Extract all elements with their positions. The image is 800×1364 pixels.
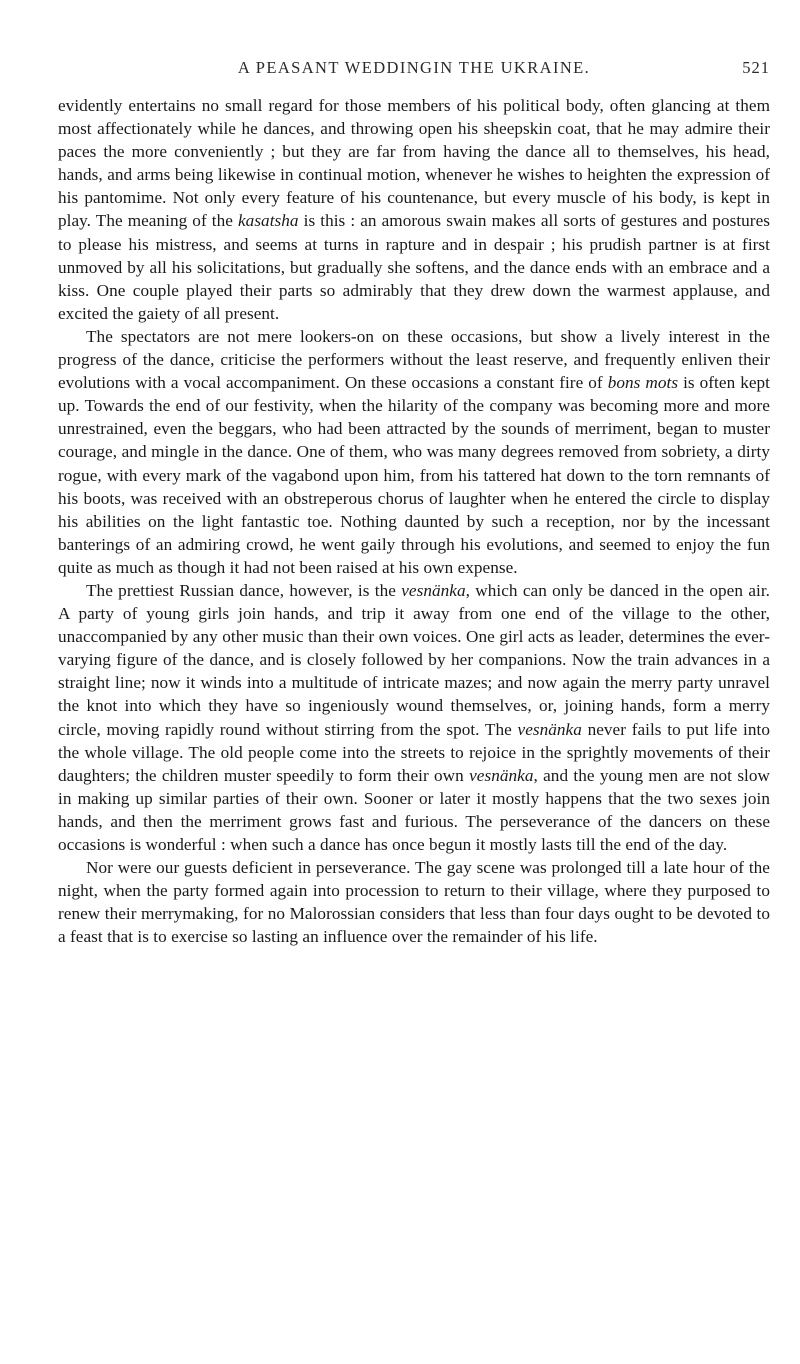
running-head — [58, 58, 770, 82]
text-run: , and the young men are not slow in making up similar parties of their own. Sooner or later it mostly happens that the two sexes join hands, and then the merriment grows fast and furious. The perseverance of the dancers on these occasions is wonderful : when such a dance has once begun it mostly lasts till the end of the day. — [58, 765, 770, 854]
text-run: never fails to put life into the whole village. The old people come into the streets to rejoice in the sprightly movements of their daughters; the children muster speedily to form their own — [58, 719, 770, 785]
italic-term: vesnänka — [401, 580, 466, 600]
paragraph — [58, 325, 770, 579]
paragraph — [58, 856, 770, 948]
text-run: , which can only be danced in the open air. A party of young girls join hands, and trip it away from one end of the village to the other, unaccompanied by any other music than their own voices. One girl acts as leader, determines the ever-varying figure of the dance, and is closely followed by her companions. Now the train advances in a straight line; now it winds into a multitude of intricate mazes; and now again the merry party unravel the knot into which they have so ingeniously wound themselves, or, joining hands, form a merry circle, moving rapidly round without stirring from the spot. The — [58, 580, 770, 739]
paragraph — [58, 579, 770, 856]
italic-term: vesnänka — [517, 719, 582, 739]
text-run: Nor were our guests deficient in perseverance. The gay scene was prolonged till a late hour of the night, when the party formed again into procession to return to their village, where they purposed to renew their merrymaking, for no Malorossian considers that less than four days ought to be devoted to a feast that is to exercise so lasting an influence over the remainder of his life. — [58, 858, 770, 947]
text-run: is often kept up. Towards the end of our festivity, when the hilarity of the company was becoming more and more unrestrained, even the beggars, who had been attracted by the sounds of merriment, began to muster courage, and mingle in the dance. One of them, who was many degrees removed from sobriety, a dirty rogue, with every mark of the vagabond upon him, from his tattered hat down to the torn remnants of his boots, was received with an obstreperous chorus of laughter when he entered the circle to display his abilities on the light fantastic toe. Nothing daunted by such a reception, nor by the incessant banterings of an admiring crowd, he went gaily through his evolutions, and seemed to enjoy the fun quite as much as though it had not been raised at his own expense. — [58, 373, 771, 577]
italic-term: kasatsha — [238, 211, 299, 231]
italic-term: bons mots — [607, 373, 679, 393]
paragraph — [58, 94, 770, 325]
text-run: evidently entertains no small regard for those members of his political body, often glancing at them most affectionately while he dances, and throwing open his sheepskin coat, that he may admire their paces the more conveniently ; but they are far from having the dance all to themselves, his head, hands, and arms being likewise in continual motion, whenever he wishes to heighten the expression of his pantomime. Not only every feature of his countenance, but every muscle of his body, is kept in play. The meaning of the — [58, 96, 770, 231]
running-head-title: A PEASANT WEDDINGIN THE UKRAINE. — [237, 58, 591, 77]
text-run: The prettiest Russian dance, however, is the — [86, 580, 402, 600]
text-run: The spectators are not mere lookers-on on these occasions, but show a lively interest in the progress of the dance, criticise the performers without the least reserve, and frequently enliven their evolutions with a vocal accompaniment. On these occasions a constant fire of — [58, 326, 770, 393]
body-text — [58, 94, 770, 948]
page-number: 521 — [742, 58, 770, 77]
italic-term: vesnänka — [469, 765, 534, 785]
text-run: is this : an amorous swain makes all sorts of gestures and postures to please his mistress, and seems at turns in rapture and in despair ; his prudish partner is at first unmoved by all his solicitations, but gradually she softens, and the dance ends with an embrace and a kiss. One couple played their parts so admirably that they drew down the warmest applause, and excited the gaiety of all present. — [58, 211, 770, 323]
